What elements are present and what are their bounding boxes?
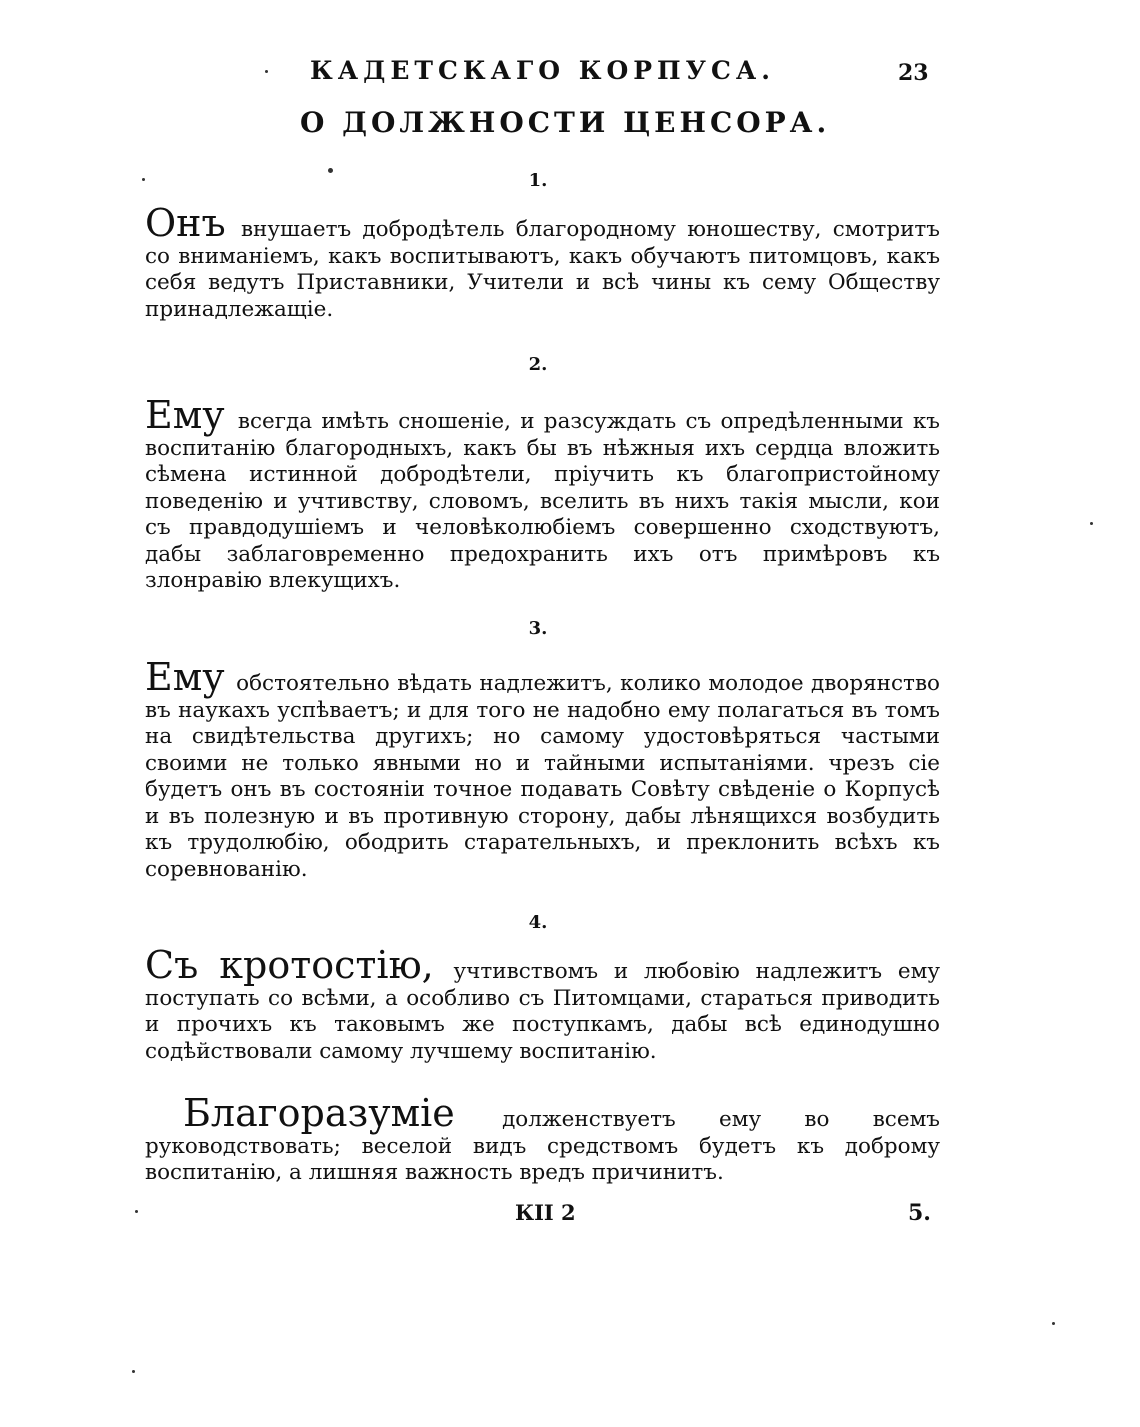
- paragraph-5: [145, 1091, 940, 1187]
- paragraph-1: [145, 201, 940, 323]
- paragraph-text: внушаетъ добродѣтель благородному юношеству, смотритъ со вниманіемъ, какъ воспитываютъ, какъ обучаютъ питомцовъ, какъ себя ведутъ Приставники, Учители и всѣ чины къ сему Обществу принадлежащіе.: [145, 217, 940, 322]
- paragraph-4: [145, 943, 940, 1065]
- scan-speck: [135, 1210, 138, 1213]
- paragraph-lead: Ему: [145, 655, 225, 699]
- scan-speck: [1090, 522, 1093, 525]
- paragraph-text: обстоятельно вѣдать надлежитъ, колико молодое дворянство въ наукахъ успѣваетъ; и для того не надобно ему полагаться въ томъ на свидѣтельства другихъ; но самому удостовѣряться частыми своими не только явными но и тайными испытаніями. чрезъ сіе будетъ онъ въ состояніи точное подавать Совѣту свѣденіе о Корпусѣ и въ полезную и въ противную сторону, дабы лѣнящихся возбудить къ трудолюбію, ободрить старательныхъ, и преклонить всѣхъ къ соревнованію.: [145, 671, 940, 882]
- catchword: 5.: [908, 1200, 931, 1226]
- paragraph-lead: Онъ: [145, 201, 226, 245]
- paragraph-lead: Съ кротостію,: [145, 943, 434, 987]
- scan-speck: [142, 178, 145, 181]
- paragraph-lead: Благоразуміе: [183, 1091, 455, 1135]
- paragraph-2: [145, 393, 940, 595]
- paragraph-text: долженствуетъ ему во всемъ руководствовать; веселой видъ средствомъ будетъ къ доброму воспитанію, а лишняя важность вредъ причинитъ.: [145, 1107, 940, 1185]
- signature-mark: КІІ 2: [515, 1200, 576, 1225]
- scan-speck: [1052, 1322, 1055, 1325]
- scan-speck: [132, 1370, 135, 1373]
- paragraph-text: всегда имѣть сношеніе, и разсуждать съ опредѣленными къ воспитанію благородныхъ, какъ бы въ нѣжныя ихъ сердца вложить сѣмена истинной добродѣтели, пріучить къ благопристойному поведенію и учтивству, словомъ, вселить въ нихъ такія мысли, кои съ правдодушіемъ и человѣколюбіемъ совершенно сходствуютъ, дабы заблаговременно предохранить ихъ отъ примѣровъ къ злонравію влекущихъ.: [145, 409, 940, 593]
- scan-speck: [328, 168, 333, 173]
- paragraph-lead: Ему: [145, 393, 225, 437]
- paragraph-3: [145, 655, 940, 883]
- section-title: О ДОЛЖНОСТИ ЦЕНСОРА.: [300, 106, 831, 139]
- running-head: КАДЕТСКАГО КОРПУСА.: [310, 56, 775, 85]
- section-number-3: 3.: [528, 618, 548, 639]
- paragraph-text: учтивствомъ и любовію надлежитъ ему поступать со всѣми, а особливо съ Питомцами, стараться приводить и прочихъ къ таковымъ же поступкамъ, дабы всѣ единодушно содѣйствовали самому лучшему воспитанію.: [145, 959, 940, 1064]
- scan-speck: [265, 70, 268, 73]
- page-number: 23: [898, 60, 929, 86]
- section-number-1: 1.: [528, 170, 548, 191]
- section-number-2: 2.: [528, 354, 548, 375]
- section-number-4: 4.: [528, 912, 548, 933]
